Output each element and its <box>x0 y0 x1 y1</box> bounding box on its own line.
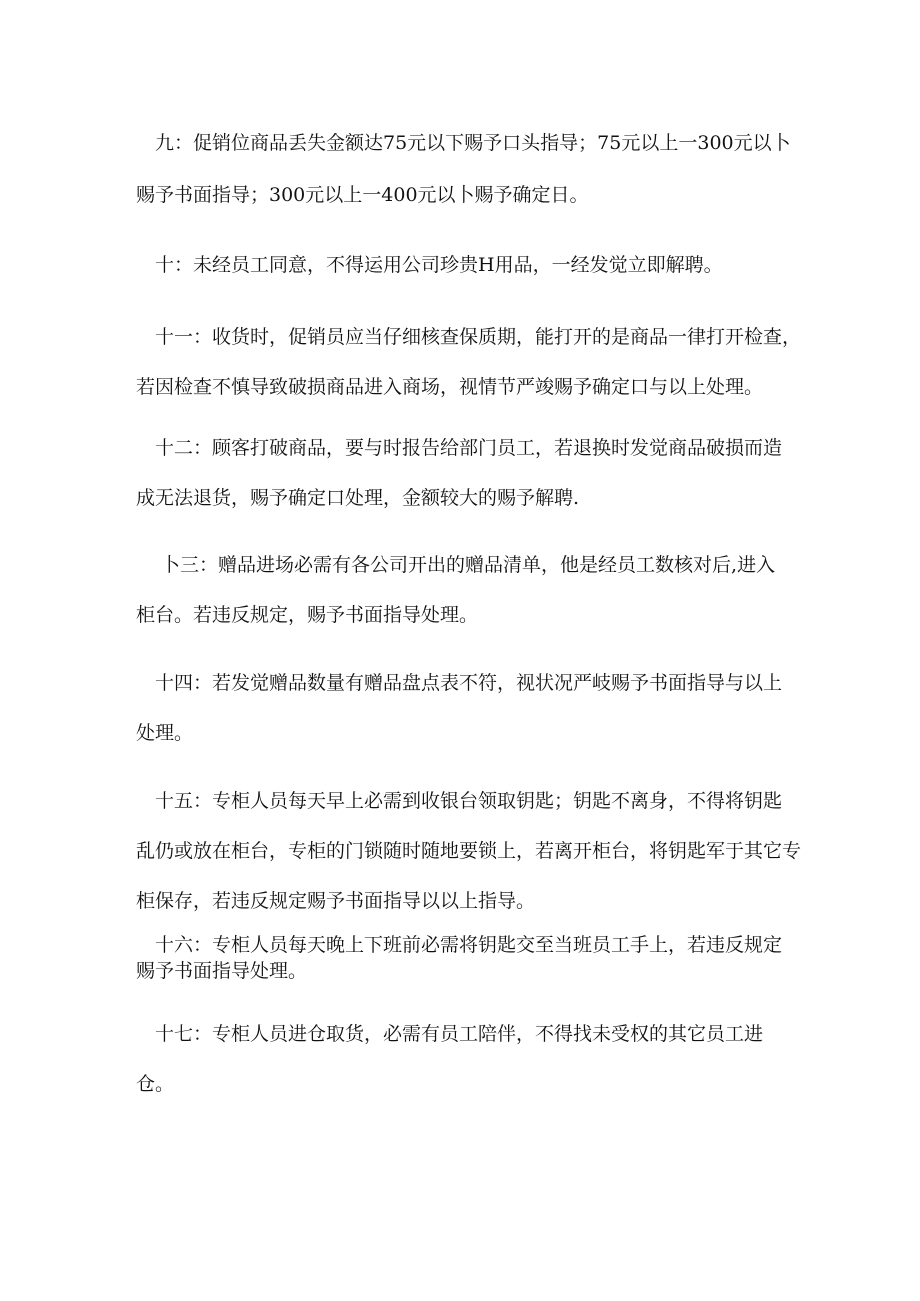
rule-10-line-1: 十：未经员工同意，不得运用公司珍贵H用品，一经发觉立即解聘。 <box>136 254 723 276</box>
rule-13-line-2: 柜台。若违反规定，赐予书面指导处理。 <box>136 604 479 626</box>
rule-9-paragraph <box>136 131 796 207</box>
rule-17-paragraph <box>136 1022 796 1096</box>
rule-14-line-1: 十四：若发觉赠品数量有赠品盘点表不符，视状况严岐赐予书面指导与以上 <box>136 672 783 694</box>
rule-13-paragraph <box>136 553 796 627</box>
rule-12-line-1: 十二：顾客打破商品，要与时报告给部门员工，若退换时发觉商品破损而造 <box>136 437 783 459</box>
rule-14-paragraph <box>136 671 796 745</box>
rule-16-paragraph <box>136 933 796 983</box>
rule-11-line-1: 十一：收货时，促销员应当仔细核查保质期，能打开的是商品一律打开检查， <box>136 326 802 348</box>
rule-9-line-1: 九：促销位商品丢失金额达75元以下赐予口头指导；75元以上一300元以卜 <box>136 132 791 154</box>
rule-9-line-2: 赐予书面指导；300元以上一400元以卜赐予确定日。 <box>136 184 589 206</box>
rule-16-line-2: 赐予书面指导处理。 <box>136 960 308 982</box>
rule-15-paragraph <box>136 789 802 913</box>
rule-17-line-1: 十七：专柜人员进仓取货，必需有员工陪伴，不得找未受权的其它员工进 <box>136 1023 764 1045</box>
rule-12-line-2: 成无法退货，赐予确定口处理，金额较大的赐予解聘. <box>136 487 580 509</box>
rule-15-line-3: 柜保存，若违反规定赐予书面指导以以上指导。 <box>136 890 536 912</box>
rule-16-line-1: 十六：专柜人员每天晚上下班前必需将钥匙交至当班员工手上，若违反规定 <box>136 934 783 956</box>
rule-14-line-2: 处理。 <box>136 722 194 744</box>
rule-15-line-1: 十五：专柜人员每天早上必需到收银台领取钥匙；钥匙不离身，不得将钥匙 <box>136 790 783 812</box>
rule-17-line-2: 仓。 <box>136 1073 175 1095</box>
rule-10-paragraph <box>136 253 796 277</box>
rule-12-paragraph <box>136 436 796 510</box>
rule-15-line-2: 乱仍或放在柜台，专柜的门锁随时随地要锁上，若离开柜台，将钥匙军于其它专 <box>136 840 802 862</box>
rule-13-line-1: 卜三：赠品进场必需有各公司开出的赠品清单，他是经员工数核对后,进入 <box>136 554 776 576</box>
rule-11-line-2: 若因检查不慎导致破损商品进入商场，视情节严竣赐予确定口与以上处理。 <box>136 376 764 398</box>
rule-11-paragraph <box>136 325 802 399</box>
